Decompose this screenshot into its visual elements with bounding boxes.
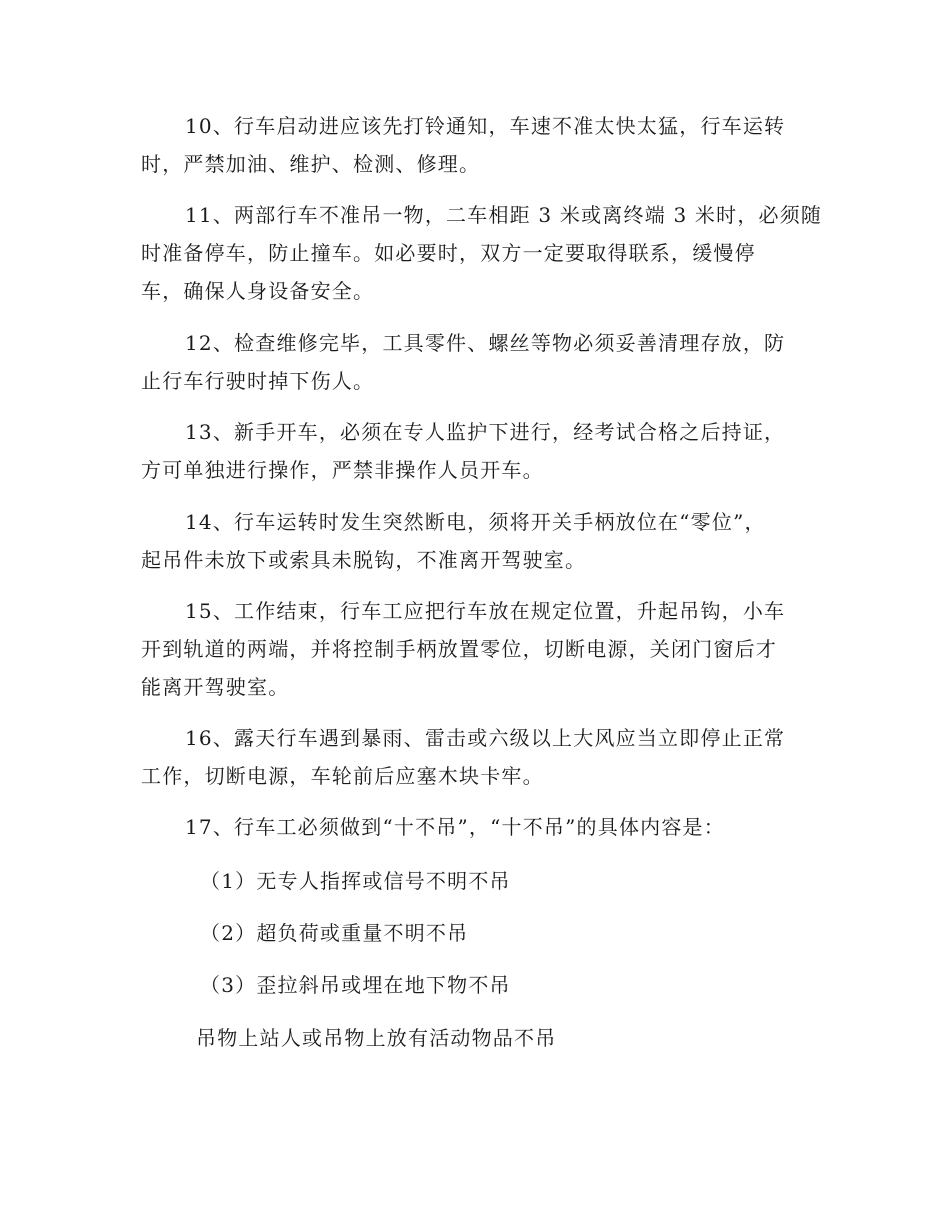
paragraph-12 [141,324,811,400]
paragraph-line: 车，确保人身设备安全。 [141,279,375,303]
paragraph-line: 开到轨道的两端，并将控制手柄放置零位，切断电源，关闭门窗后才 [141,637,777,661]
paragraph-line: 起吊件未放下或索具未脱钩，不准离开驾驶室。 [141,548,587,572]
paragraph-15 [141,592,811,706]
paragraph-line: 方可单独进行操作，严禁非操作人员开车。 [141,458,544,482]
paragraph-line: 12、检查维修完毕，工具零件、螺丝等物必须妥善清理存放，防 [185,331,786,355]
paragraph-13 [141,413,811,489]
paragraph-line: 工作，切断电源，车轮前后应塞木块卡牢。 [141,764,544,788]
sub-item-1: （1）无专人指挥或信号不明不吊 [200,869,511,893]
paragraph-line: 13、新手开车，必须在专人监护下进行，经考试合格之后持证， [185,420,786,444]
paragraph-line: 时，严禁加油、维护、检测、修理。 [141,152,481,176]
paragraph-11 [141,196,823,310]
paragraph-14 [141,503,811,579]
paragraph-line: 时准备停车，防止撞车。如必要时，双方一定要取得联系，缓慢停 [141,241,756,265]
paragraph-10 [141,107,811,183]
paragraph-line: 14、行车运转时发生突然断电，须将开关手柄放位在“零位”， [185,510,766,534]
sub-item-2: （2）超负荷或重量不明不吊 [200,921,469,945]
paragraph-line: 能离开驾驶室。 [141,675,290,699]
paragraph-line: 10、行车启动进应该先打铃通知，车速不准太快太猛，行车运转 [185,114,786,138]
paragraph-line: 16、露天行车遇到暴雨、雷击或六级以上大风应当立即停止正常 [185,726,786,750]
paragraph-line: 止行车行驶时掉下伤人。 [141,369,375,393]
paragraph-line: 11、两部行车不准吊一物，二车相距 3 米或离终端 3 米时，必须随 [185,203,823,227]
sub-item-4: 吊物上站人或吊物上放有活动物品不吊 [196,1026,557,1050]
paragraph-16 [141,719,811,795]
sub-item-3: （3）歪拉斜吊或埋在地下物不吊 [200,973,511,997]
paragraph-line: 17、行车工必须做到“十不吊”，“十不吊”的具体内容是： [185,815,725,839]
paragraph-line: 15、工作结束，行车工应把行车放在规定位置，升起吊钩，小车 [185,599,786,623]
paragraph-17 [141,808,811,846]
